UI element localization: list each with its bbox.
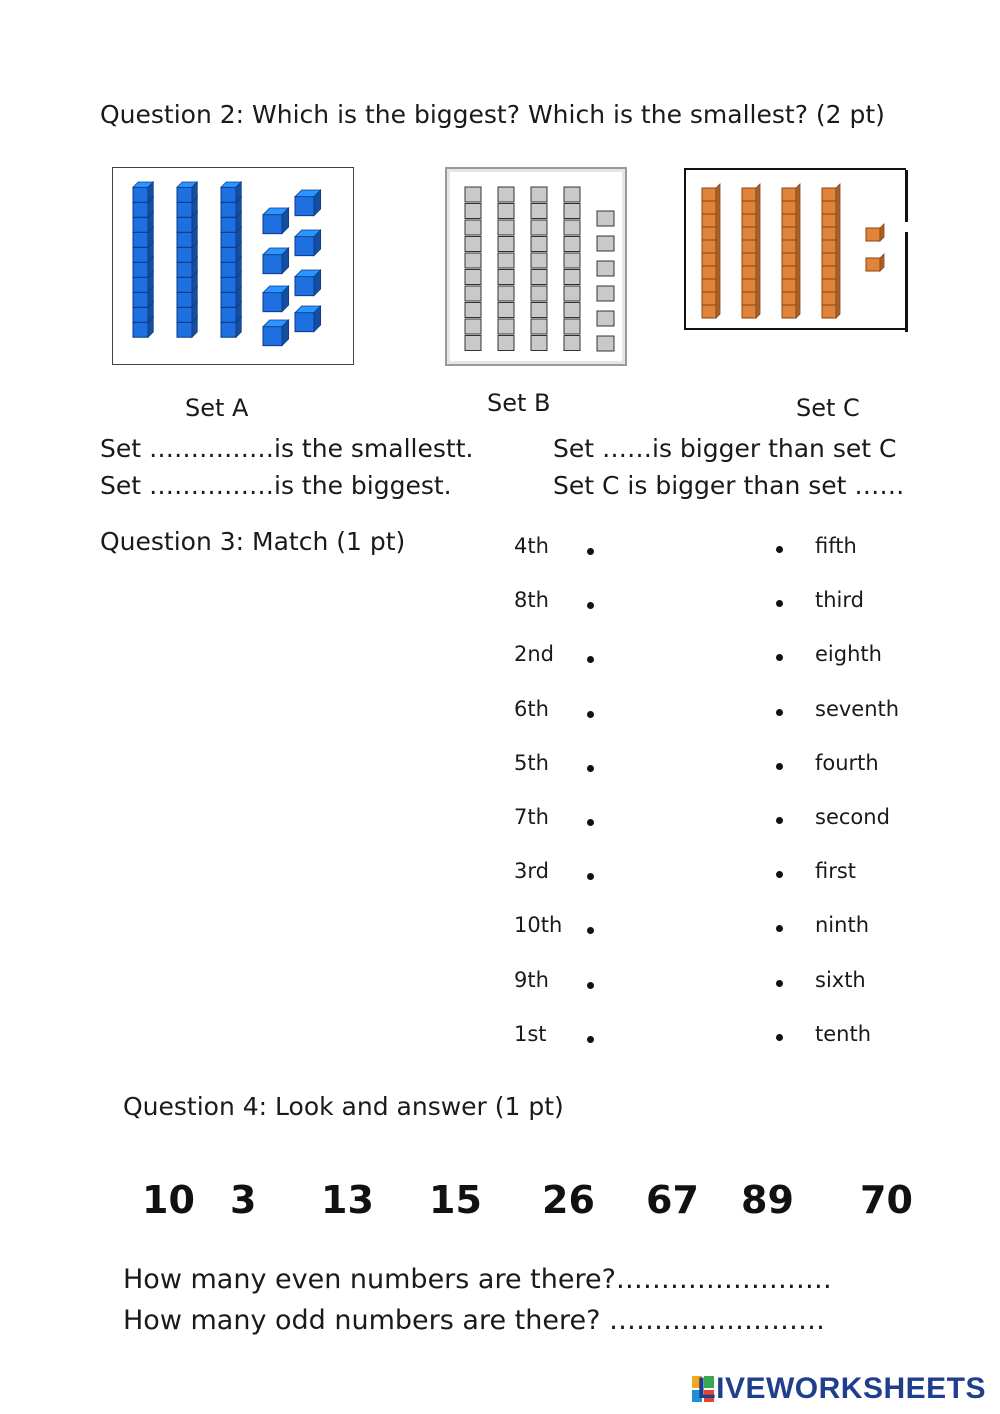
match-right-item: third <box>815 588 864 613</box>
set-a-ten-2-unit-5 <box>177 247 192 262</box>
set-b-ten-1-unit-2 <box>465 204 481 219</box>
set-c-ten-4-unit-3 <box>822 214 836 227</box>
set-b-ten-3-unit-5 <box>531 253 547 268</box>
set-a-ten-1-unit-2 <box>133 202 148 217</box>
set-a-ten-3-unit-9 <box>221 307 236 322</box>
match-left-item: 9th <box>514 967 549 992</box>
match-right-item: second <box>815 805 890 829</box>
match-right-dot[interactable] <box>776 980 783 987</box>
set-a-ten-2-unit-3 <box>177 217 192 232</box>
set-c-ten-1-unit-7 <box>702 266 716 279</box>
set-c-ten-4-unit-7 <box>822 266 836 279</box>
set-c-ten-3-side <box>796 184 800 318</box>
set-a-one-1 <box>263 215 282 234</box>
match-right-item: eighth <box>815 642 882 667</box>
set-b-one-4 <box>597 286 614 301</box>
set-a-ten-1-unit-6 <box>133 262 148 277</box>
set-a-ten-1-unit-4 <box>133 232 148 247</box>
set-a-ten-3-unit-1 <box>221 187 236 202</box>
match-right-item: first <box>815 859 857 884</box>
match-right-dot[interactable] <box>776 709 783 716</box>
set-c-ten-3-unit-4 <box>782 227 796 240</box>
set-c-ten-3-unit-5 <box>782 240 796 253</box>
set-a-ten-1-unit-1 <box>133 187 148 202</box>
set-a-one-5 <box>263 293 282 312</box>
match-right-dot[interactable] <box>776 1034 783 1041</box>
set-c-ten-2-unit-3 <box>742 214 756 227</box>
set-b-ten-4-unit-8 <box>564 303 580 318</box>
set-a-ten-1-unit-10 <box>133 322 148 337</box>
smallest-sentence[interactable]: Set ……………is the smallestt. <box>100 434 474 463</box>
set-a-ten-3-unit-8 <box>221 292 236 307</box>
match-right-dot[interactable] <box>776 925 783 932</box>
set-b-ten-2-unit-7 <box>498 286 514 301</box>
set-c-ten-3-unit-8 <box>782 279 796 292</box>
number-15: 15 <box>429 1178 482 1222</box>
match-right-dot[interactable] <box>776 763 783 770</box>
set-c-ten-4-unit-4 <box>822 227 836 240</box>
set-b-ten-2-unit-2 <box>498 204 514 219</box>
set-b-ten-3-unit-4 <box>531 237 547 252</box>
set-b-ten-4-unit-5 <box>564 253 580 268</box>
match-right-dot[interactable] <box>776 817 783 824</box>
match-right-dot[interactable] <box>776 871 783 878</box>
set-b-ten-4-unit-9 <box>564 319 580 334</box>
set-c-ten-3-unit-6 <box>782 253 796 266</box>
set-b-ten-1-unit-6 <box>465 270 481 285</box>
set-c-ten-1-unit-4 <box>702 227 716 240</box>
set-c-ten-3-unit-7 <box>782 266 796 279</box>
match-left-item: 1st <box>514 1021 547 1046</box>
set-c-ten-1-unit-3 <box>702 214 716 227</box>
match-right-item: tenth <box>815 1021 872 1046</box>
match-right-dot[interactable] <box>776 654 783 661</box>
number-89: 89 <box>741 1178 794 1222</box>
set-b-one-6 <box>597 336 614 351</box>
match-left-item: 10th <box>514 913 563 938</box>
set-a-one-8 <box>295 313 314 332</box>
question-3-title: Question 3: Match (1 pt) <box>100 527 406 556</box>
set-b-ten-2-unit-5 <box>498 253 514 268</box>
set-b-ten-1-unit-10 <box>465 336 481 351</box>
set-c-ten-1-unit-1 <box>702 188 716 201</box>
set-c-ten-1-unit-2 <box>702 201 716 214</box>
set-b-ten-4-unit-6 <box>564 270 580 285</box>
match-left-item: 2nd <box>514 642 555 667</box>
set-c-ten-2-unit-4 <box>742 227 756 240</box>
set-a-ten-2-unit-7 <box>177 277 192 292</box>
set-c-ten-1-unit-5 <box>702 240 716 253</box>
match-left-dot[interactable] <box>587 765 594 772</box>
set-c-ten-2-unit-2 <box>742 201 756 214</box>
match-left-dot[interactable] <box>587 656 594 663</box>
set-c-ten-4-unit-2 <box>822 201 836 214</box>
set-c-ten-4-unit-10 <box>822 305 836 318</box>
set-c-one-2-side <box>880 254 884 271</box>
set-c-ten-3-unit-2 <box>782 201 796 214</box>
number-26: 26 <box>542 1178 595 1222</box>
set-b-ten-1-unit-3 <box>465 220 481 235</box>
set-b-one-1 <box>597 211 614 226</box>
match-right-item: sixth <box>815 967 866 992</box>
set-c-ten-3-unit-9 <box>782 292 796 305</box>
set-a-blocks <box>113 168 353 364</box>
set-c-ten-3-unit-1 <box>782 188 796 201</box>
set-b-ten-2-unit-8 <box>498 303 514 318</box>
match-right-item: seventh <box>815 696 900 721</box>
match-left-dot[interactable] <box>587 711 594 718</box>
match-left-item: 4th <box>514 534 549 558</box>
set-b-ten-1-unit-5 <box>465 253 481 268</box>
set-c-ten-2-unit-1 <box>742 188 756 201</box>
question-4-title: Question 4: Look and answer (1 pt) <box>123 1092 564 1121</box>
set-a-ten-1-unit-3 <box>133 217 148 232</box>
match-left-dot[interactable] <box>587 548 594 555</box>
set-a-ten-3-unit-4 <box>221 232 236 247</box>
set-a-ten-2-unit-4 <box>177 232 192 247</box>
set-c-ten-3-unit-3 <box>782 214 796 227</box>
set-c-ten-1-unit-8 <box>702 279 716 292</box>
set-a-one-2 <box>295 197 314 216</box>
set-c-image <box>684 168 906 330</box>
set-c-ten-1-unit-6 <box>702 253 716 266</box>
match-left-dot[interactable] <box>587 927 594 934</box>
set-b-ten-4-unit-4 <box>564 237 580 252</box>
match-right-item: ninth <box>815 913 869 938</box>
match-left-item: 7th <box>514 805 549 829</box>
set-c-ten-1-unit-10 <box>702 305 716 318</box>
match-left-item: 6th <box>514 696 549 721</box>
set-b-blocks <box>447 169 625 364</box>
set-a-one-4 <box>295 237 314 256</box>
match-left-item: 3rd <box>514 859 549 884</box>
set-c-ten-4-unit-5 <box>822 240 836 253</box>
number-13: 13 <box>321 1178 374 1222</box>
set-b-ten-4-unit-3 <box>564 220 580 235</box>
set-b-ten-2-unit-10 <box>498 336 514 351</box>
set-b-ten-1-unit-9 <box>465 319 481 334</box>
set-b-ten-2-unit-9 <box>498 319 514 334</box>
set-a-ten-2-unit-6 <box>177 262 192 277</box>
set-c-ten-2-unit-6 <box>742 253 756 266</box>
set-c-ten-2-unit-8 <box>742 279 756 292</box>
set-a-ten-3-unit-10 <box>221 322 236 337</box>
set-a-ten-3-unit-6 <box>221 262 236 277</box>
set-a-ten-2-unit-8 <box>177 292 192 307</box>
set-b-ten-3-unit-2 <box>531 204 547 219</box>
set-c-ten-2-side <box>756 184 760 318</box>
set-c-ten-3-unit-10 <box>782 305 796 318</box>
bigger-than-c-sentence[interactable]: Set ……is bigger than set C <box>553 434 897 463</box>
set-b-ten-4-unit-10 <box>564 336 580 351</box>
number-3: 3 <box>230 1178 257 1222</box>
c-bigger-than-sentence[interactable]: Set C is bigger than set …… <box>553 471 905 500</box>
set-c-ten-2-unit-10 <box>742 305 756 318</box>
liveworksheets-brand[interactable]: LIVEWORKSHEETS <box>697 1372 986 1405</box>
match-left-dot[interactable] <box>587 873 594 880</box>
match-left-dot[interactable] <box>587 1036 594 1043</box>
odd-question[interactable]: How many odd numbers are there? …………………… <box>123 1305 825 1336</box>
set-a-ten-1-unit-7 <box>133 277 148 292</box>
set-a-ten-3-unit-3 <box>221 217 236 232</box>
set-b-ten-1-unit-1 <box>465 187 481 202</box>
set-a-one-6 <box>295 277 314 296</box>
set-b-ten-3-unit-10 <box>531 336 547 351</box>
even-question[interactable]: How many even numbers are there?…………………… <box>123 1264 832 1295</box>
match-right-dot[interactable] <box>776 546 783 553</box>
set-b-ten-3-unit-6 <box>531 270 547 285</box>
set-a-ten-1-unit-5 <box>133 247 148 262</box>
set-b-ten-1-unit-7 <box>465 286 481 301</box>
set-a-one-7 <box>263 327 282 346</box>
set-c-ten-1-unit-9 <box>702 292 716 305</box>
set-a-ten-1-unit-9 <box>133 307 148 322</box>
set-c-ten-4-unit-9 <box>822 292 836 305</box>
set-b-ten-3-unit-7 <box>531 286 547 301</box>
set-b-ten-4-unit-7 <box>564 286 580 301</box>
number-70: 70 <box>860 1178 913 1222</box>
biggest-sentence[interactable]: Set ……………is the biggest. <box>100 471 452 500</box>
set-c-ten-2-unit-9 <box>742 292 756 305</box>
set-b-ten-2-unit-3 <box>498 220 514 235</box>
set-c-ten-1-side <box>716 184 720 318</box>
set-b-one-3 <box>597 261 614 276</box>
set-c-one-2 <box>866 258 880 271</box>
set-b-ten-4-unit-1 <box>564 187 580 202</box>
set-b-ten-2-unit-1 <box>498 187 514 202</box>
match-left-dot[interactable] <box>587 982 594 989</box>
set-a-ten-2-unit-9 <box>177 307 192 322</box>
set-c-one-1 <box>866 228 880 241</box>
set-b-ten-3-unit-9 <box>531 319 547 334</box>
set-c-ten-4-side <box>836 184 840 318</box>
set-b-ten-2-unit-6 <box>498 270 514 285</box>
set-c-label: Set C <box>796 394 860 422</box>
set-c-ten-2-unit-7 <box>742 266 756 279</box>
match-right-item: fourth <box>815 750 879 775</box>
match-left-item: 5th <box>514 750 549 775</box>
match-left-dot[interactable] <box>587 819 594 826</box>
set-b-ten-3-unit-8 <box>531 303 547 318</box>
set-a-ten-2-unit-1 <box>177 187 192 202</box>
match-left-item: 8th <box>514 588 549 613</box>
set-b-ten-3-unit-3 <box>531 220 547 235</box>
set-a-ten-3-unit-5 <box>221 247 236 262</box>
set-c-ten-2-unit-5 <box>742 240 756 253</box>
set-c-ten-4-unit-6 <box>822 253 836 266</box>
match-right-dot[interactable] <box>776 600 783 607</box>
set-b-ten-3-unit-1 <box>531 187 547 202</box>
set-a-image <box>112 167 354 365</box>
set-c-one-1-side <box>880 224 884 241</box>
match-left-dot[interactable] <box>587 602 594 609</box>
set-a-ten-2-unit-2 <box>177 202 192 217</box>
set-b-ten-4-unit-2 <box>564 204 580 219</box>
set-b-label: Set B <box>487 389 551 417</box>
number-10: 10 <box>142 1178 195 1222</box>
set-b-image <box>445 167 627 366</box>
set-c-blocks <box>686 170 904 328</box>
set-c-ten-4-unit-8 <box>822 279 836 292</box>
set-a-ten-3-unit-7 <box>221 277 236 292</box>
set-a-ten-1-unit-8 <box>133 292 148 307</box>
set-a-ten-2-unit-10 <box>177 322 192 337</box>
set-b-ten-2-unit-4 <box>498 237 514 252</box>
number-67: 67 <box>646 1178 699 1222</box>
set-a-label: Set A <box>185 394 249 422</box>
match-right-item: fifth <box>815 534 857 558</box>
set-c-ten-4-unit-1 <box>822 188 836 201</box>
question-2-title: Question 2: Which is the biggest? Which is the smallest? (2 pt) <box>100 100 885 129</box>
set-b-ten-1-unit-4 <box>465 237 481 252</box>
set-b-ten-1-unit-8 <box>465 303 481 318</box>
set-b-one-5 <box>597 311 614 326</box>
set-a-one-3 <box>263 255 282 274</box>
set-a-ten-3-unit-2 <box>221 202 236 217</box>
set-b-one-2 <box>597 236 614 251</box>
